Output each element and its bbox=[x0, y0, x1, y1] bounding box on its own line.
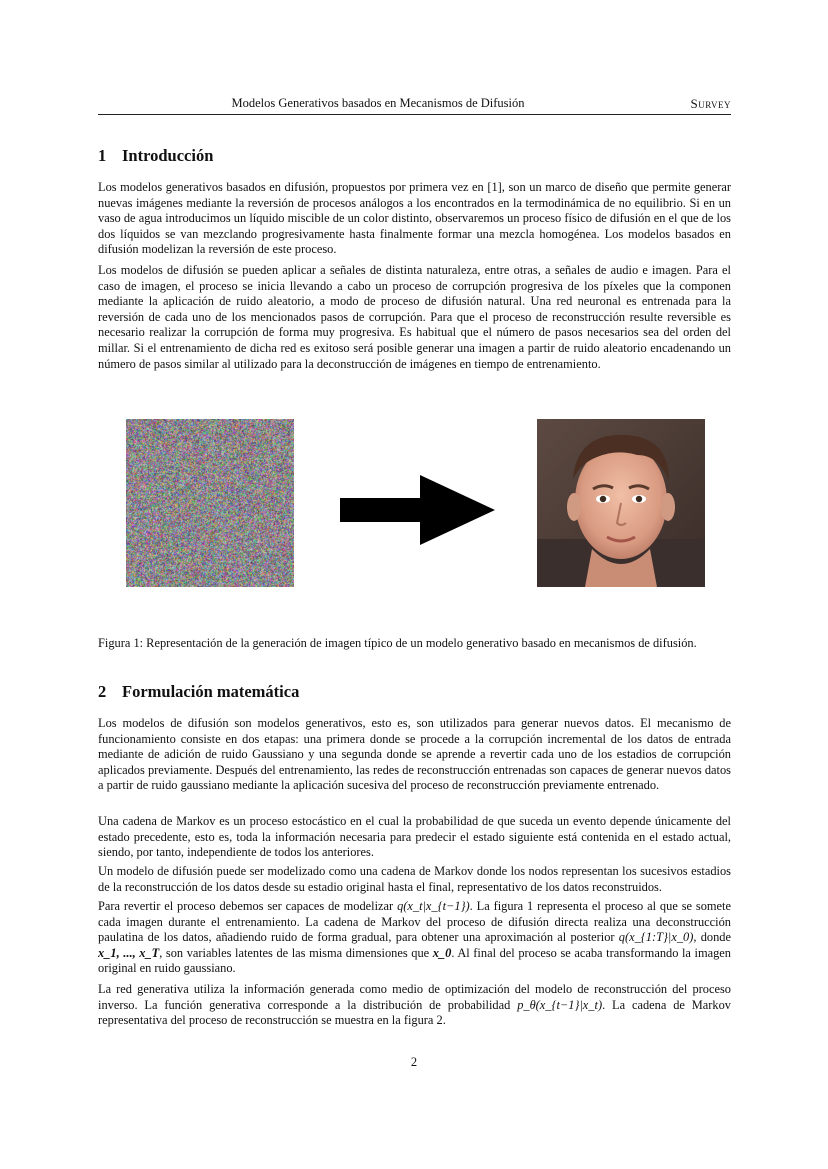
section-2-paragraph-2 bbox=[98, 814, 731, 861]
text-run: . La figura 1 representa el proceso al que se somete cada imagen durante el entrenamiento. La cadena de Markov del proceso de difusión directa realiza una deconstrucción paulatina de los datos, añadiendo ruido de forma gradual, para obtener una aproximación al posterior bbox=[98, 899, 731, 945]
generated-face-image bbox=[537, 419, 705, 587]
paragraph-text: Los modelos generativos basados en difusión, propuestos por primera vez en [1], son un marco de diseño que permite generar nuevas imágenes mediante la reversión de procesos análogos a los encontrados en la termodinámica de no equilibrio. Si en un vaso de agua introducimos un líquido miscible de un color distinto, observaremos un proceso físico de difusión en el que de los dos líquidos se van mezclando progresivamente hasta finalmente formar una mezcla homogénea. Los modelos basados en difusión modelizan la reversión de este proceso. bbox=[98, 180, 731, 257]
section-1-number: 1 bbox=[98, 146, 107, 165]
figure-1 bbox=[0, 395, 828, 635]
section-2-title: Formulación matemática bbox=[122, 682, 300, 701]
text-run: , son variables latentes de las misma dimensiones que bbox=[159, 945, 433, 960]
header-tag: Survey bbox=[690, 96, 731, 111]
paragraph-text: Un modelo de difusión puede ser modelizado como una cadena de Markov donde los nodos representan los sucesivos estadios de la reconstrucción de los datos desde su estadio original hasta el final, representativo de los datos reconstruidos. bbox=[98, 864, 731, 894]
section-1-paragraph-2 bbox=[98, 263, 731, 372]
math-q-x1T-given-x0: q(x_{1:T}|x_0) bbox=[618, 930, 694, 945]
text-run: , donde bbox=[693, 930, 731, 945]
math-p-theta: p_θ(x_{t−1}|x_t) bbox=[517, 997, 603, 1012]
paragraph-text: Los modelos de difusión se pueden aplicar a señales de distinta naturaleza, entre otras, a señales de audio e imagen. Para el caso de imagen, el proceso se inicia llevando a cabo un proceso de corrupción progresiva de los píxeles que la componen mediante la aplicación de ruido aleatorio, a modo de proceso de difusión natural. Una red neuronal es entrenada para la reversión de cada uno de los mencionados pasos de corrupción. Para que el proceso de reconstrucción resulte reversible es necesario realizar la corrupción de forma muy progresiva. Es habitual que el número de pasos necesarios sea del orden del millar. Si el entrenamiento de dicha red es exitoso será posible generar una imagen a partir de ruido aleatorio encadenando un número de pasos similar al utilizado para la deconstrucción de imágenes en tiempo de entrenamiento. bbox=[98, 263, 731, 371]
text-run: . La cadena de Markov representativa del proceso de reconstrucción se muestra en la figura 2. bbox=[98, 997, 731, 1028]
section-2-heading bbox=[98, 682, 299, 702]
section-2-number: 2 bbox=[98, 682, 107, 701]
noise-image bbox=[126, 419, 294, 587]
text-run: La red generativa utiliza la información generada como medio de optimización del modelo de reconstrucción del proceso inverso. La función generativa corresponde a la distribución de probabilidad bbox=[98, 982, 731, 1012]
section-2-paragraph-5 bbox=[98, 982, 731, 1029]
math-x1-to-xT: x_1, ..., x_T bbox=[98, 945, 160, 960]
running-header bbox=[98, 96, 731, 115]
arrow-right-icon bbox=[340, 475, 495, 545]
section-2-paragraph-4 bbox=[98, 899, 731, 977]
page-number: 2 bbox=[410, 1055, 418, 1069]
section-1-paragraph-1 bbox=[98, 180, 731, 258]
math-x0: x_0 bbox=[432, 945, 452, 960]
math-q-xt-given-xt-1: q(x_t|x_{t−1}) bbox=[397, 899, 470, 913]
header-title: Modelos Generativos basados en Mecanismos de Difusión bbox=[231, 96, 525, 110]
figure-1-caption: Figura 1: Representación de la generación de imagen típico de un modelo generativo basado en mecanismos de difusión. bbox=[98, 636, 697, 650]
section-1-title: Introducción bbox=[122, 146, 214, 165]
paragraph-text bbox=[98, 982, 731, 1029]
text-run: . Al final del proceso se acaba transformando la imagen original en ruido gaussiano. bbox=[98, 945, 731, 976]
section-2-paragraph-3 bbox=[98, 864, 731, 895]
section-1-heading bbox=[98, 146, 213, 166]
section-2-paragraph-1 bbox=[98, 716, 731, 794]
text-run: Para revertir el proceso debemos ser capaces de modelizar bbox=[98, 899, 398, 913]
paragraph-text: Una cadena de Markov es un proceso estocástico en el cual la probabilidad de que suceda un evento depende únicamente del estado precedente, esto es, toda la información necesaria para predecir el estado siguiente está contenida en el estado actual, siendo, por tanto, independiente de todos los anteriores. bbox=[98, 814, 731, 860]
paragraph-text bbox=[98, 899, 731, 977]
paragraph-text: Los modelos de difusión son modelos generativos, esto es, son utilizados para generar nuevos datos. El mecanismo de funcionamiento consiste en dos etapas: una primera donde se procede a la corrupción incremental de los datos de entrada mediante de adición de ruido Gaussiano y una segunda donde se aprende a revertir cada uno de los estadios de corrupción aplicados previamente. Después del entrenamiento, las redes de reconstrucción entrenadas son capaces de generar nuevos datos a partir de ruido gaussiano mediante la aplicación sucesiva del proceso de reconstrucción previamente entrenado. bbox=[98, 716, 731, 793]
